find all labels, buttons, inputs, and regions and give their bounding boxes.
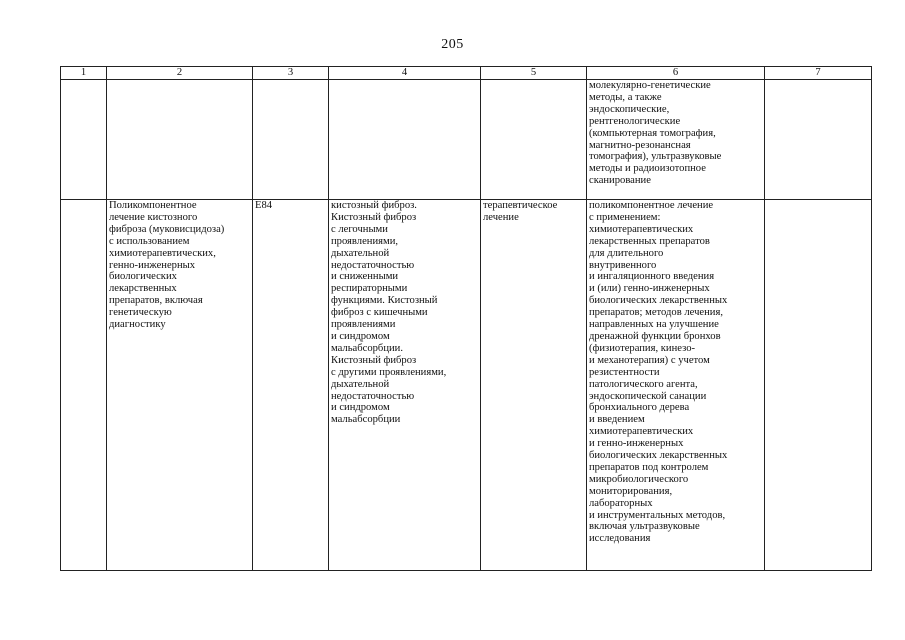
table-cell-icd-code: E84: [253, 200, 329, 571]
table-cell-col4: [329, 80, 481, 200]
procedures-table: [60, 66, 872, 571]
column-number: 6: [587, 67, 765, 80]
table-cell-col3: [253, 80, 329, 200]
table-cell-treatment-type: терапевтическое лечение: [481, 200, 587, 571]
page-number: 205: [441, 37, 464, 52]
table-cell-col2: [107, 80, 253, 200]
table-cell-col7: [765, 200, 872, 571]
column-number: 2: [107, 67, 253, 80]
table-cell-col5: [481, 80, 587, 200]
table-row: [61, 200, 872, 571]
column-number: 7: [765, 67, 872, 80]
table-cell-col7: [765, 80, 872, 200]
table-cell-col1: [61, 200, 107, 571]
table-cell-methods: молекулярно-генетические методы, а также эндоскопические, рентгенологические (компьютерная томография, магнитно-резонансная томография), ультразвуковые методы и радиоизотопное сканирование: [587, 80, 765, 200]
table-cell-col1: [61, 80, 107, 200]
column-number-row: [61, 67, 872, 80]
table-row: [61, 80, 872, 200]
table-cell-treatment-method: поликомпонентное лечение с применением: химиотерапевтических лекарственных препаратов для длительного внутривенного и ингаляционного введения и (или) генно-инженерных биологических лекарственных препаратов; методов лечения, направленных на улучшение дренажной функции бронхов (физиотерапия, кинезо- и механотерапия) с учетом резистентности патологического агента, эндоскопической санации бронхиального дерева и введением химиотерапевтических и генно-инженерных биологических лекарственных препаратов под контролем микробиологического мониторирования, лабораторных и инструментальных методов, включая ультразвуковые исследования: [587, 200, 765, 571]
column-number: 3: [253, 67, 329, 80]
table-cell-treatment-name: Поликомпонентное лечение кистозного фиброза (муковисцидоза) с использованием химиотерапевтических, генно-инженерных биологических лекарственных препаратов, включая генетическую диагностику: [107, 200, 253, 571]
table-cell-diagnosis: кистозный фиброз. Кистозный фиброз с легочными проявлениями, дыхательной недостаточностью и сниженными респираторными функциями. Кистозный фиброз с кишечными проявлениями и синдромом мальабсорбции. Кистозный фиброз с другими проявлениями, дыхательной недостаточностью и синдромом мальабсорбции: [329, 200, 481, 571]
column-number: 5: [481, 67, 587, 80]
column-number: 1: [61, 67, 107, 80]
column-number: 4: [329, 67, 481, 80]
